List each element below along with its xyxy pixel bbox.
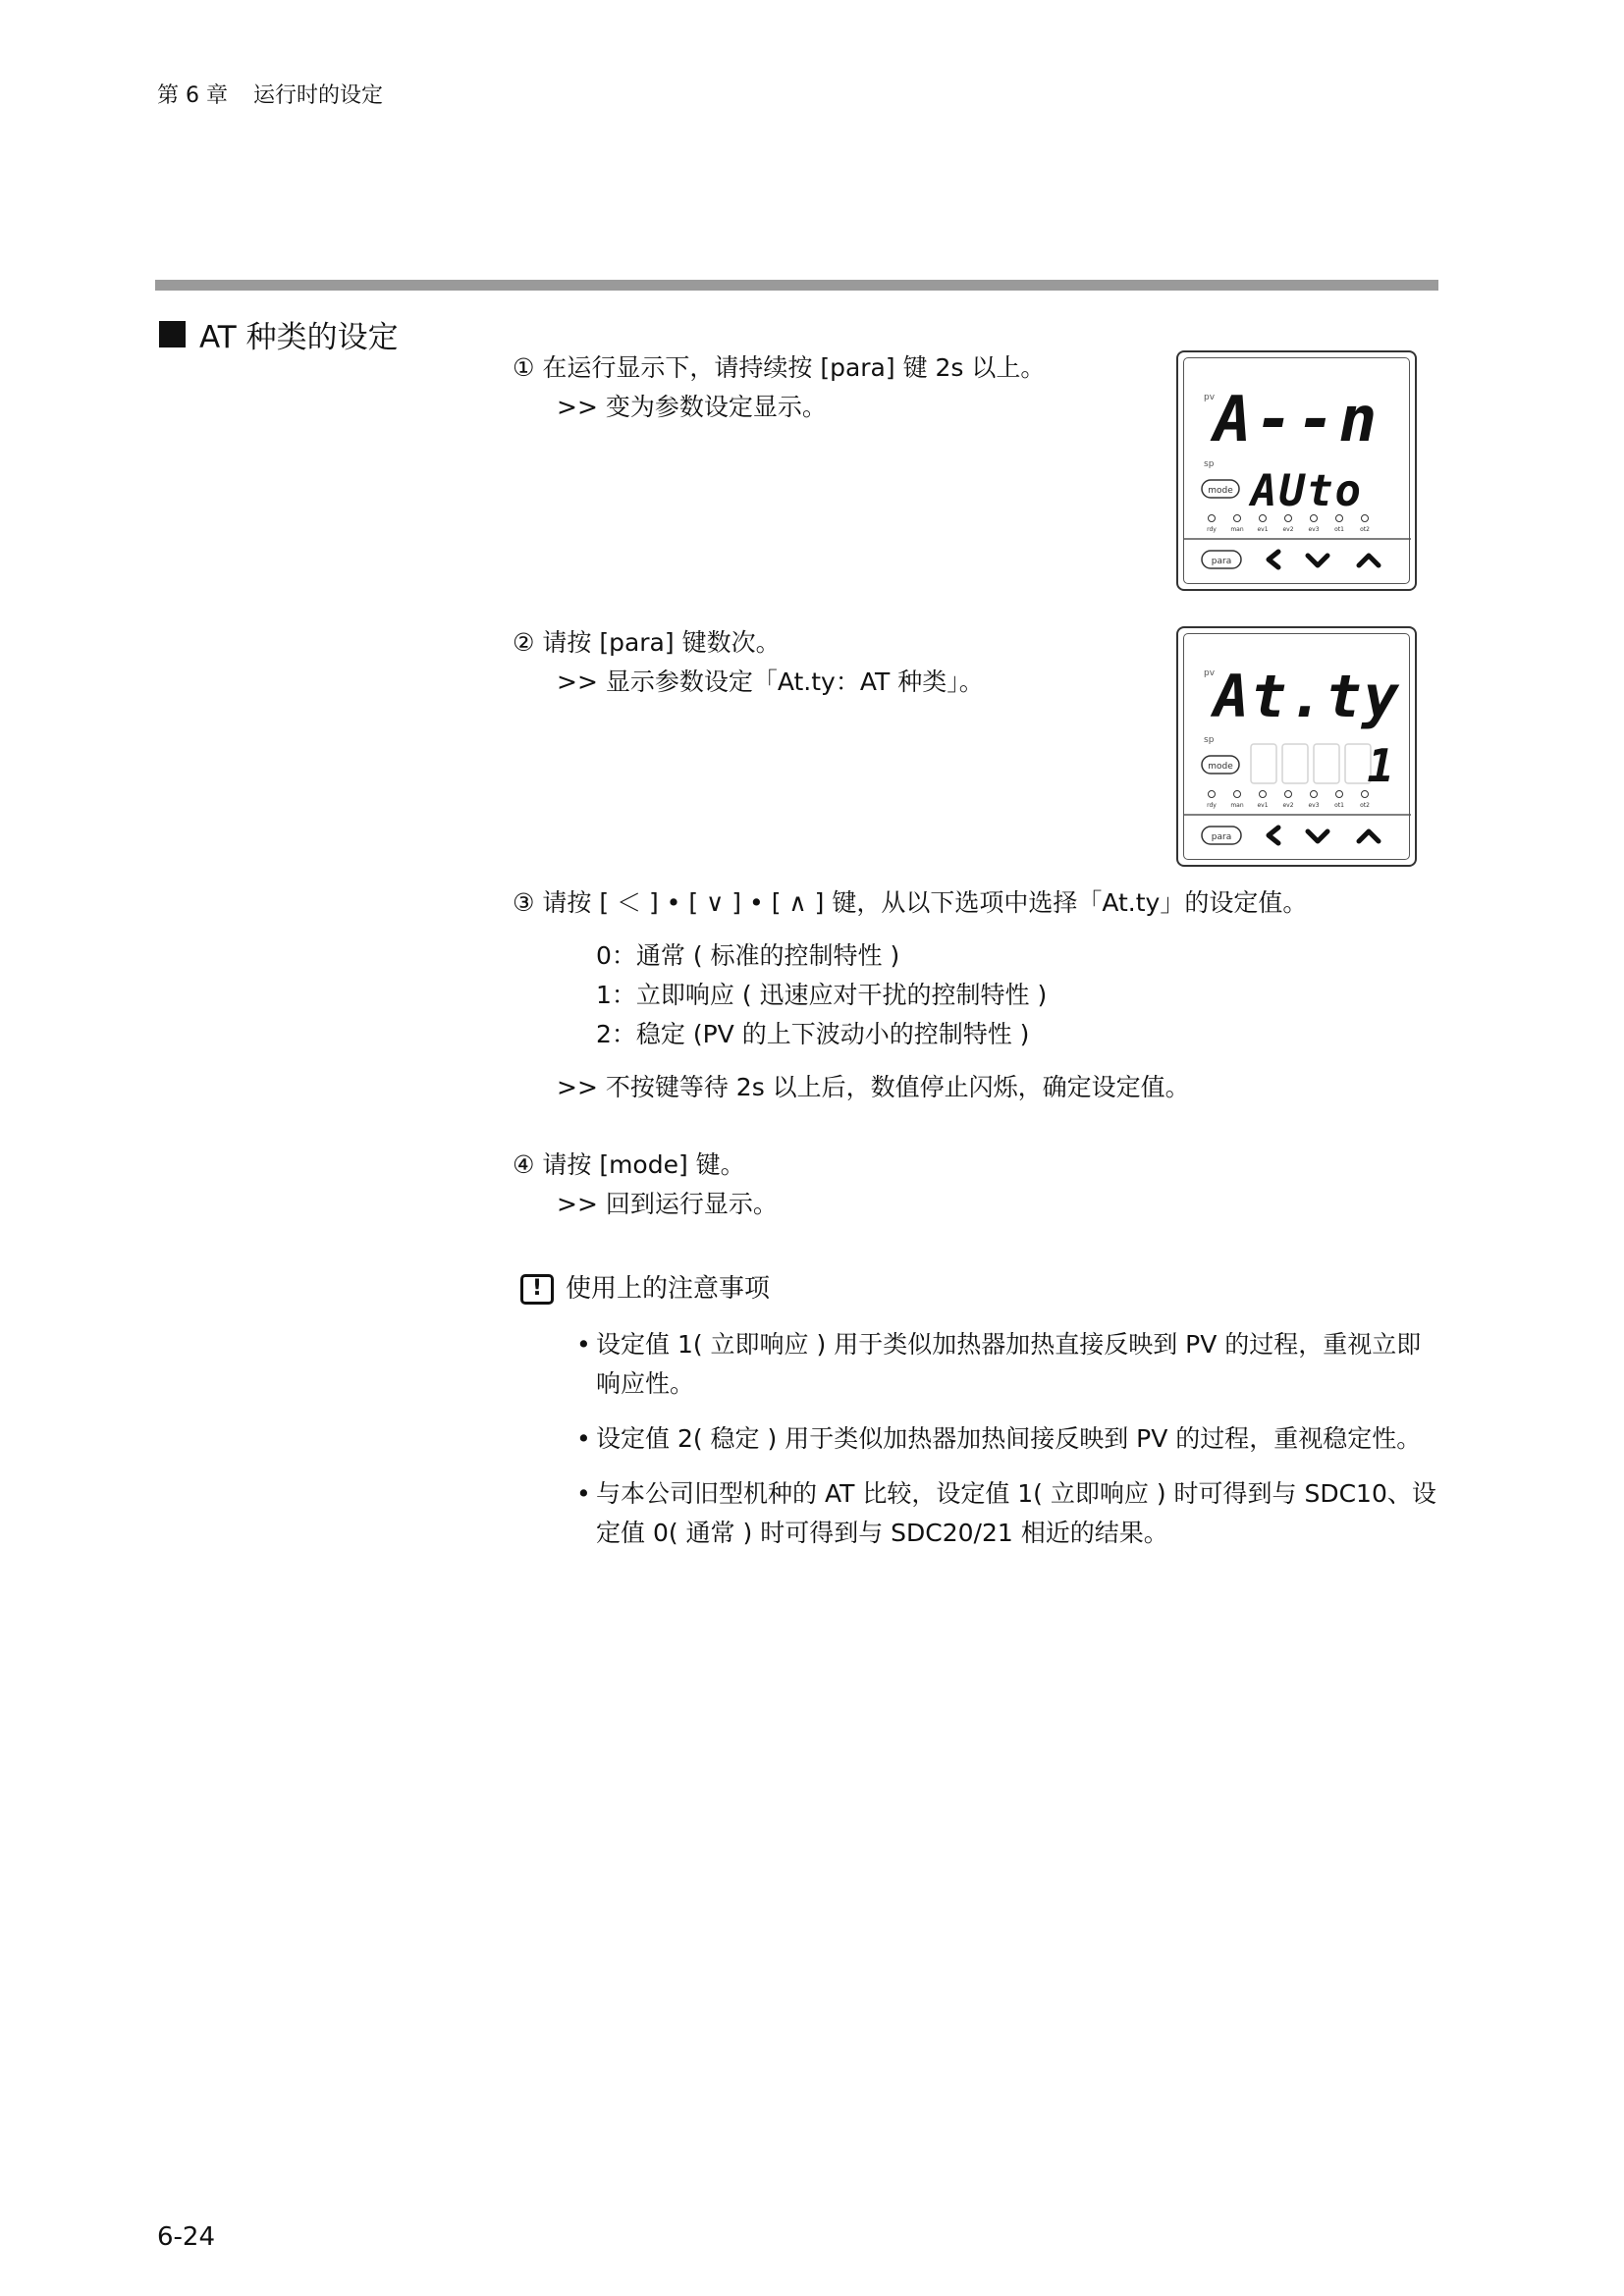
led-label: ev3 [1308,526,1320,533]
step-text: 在运行显示下，请持续按 [para] 键 2s 以上。 [542,353,1046,382]
step-result: >> 显示参数设定「At.ty：AT 种类」。 [557,667,984,696]
step-number: ③ [513,888,535,917]
device-panel [1184,358,1411,585]
step-text: 请按 [mode] 键。 [542,1150,745,1179]
device-bezel [1183,633,1410,860]
step-result: >> 不按键等待 2s 以上后，数值停止闪烁，确定设定值。 [557,1073,1190,1101]
chapter-title: 运行时的设定 [252,83,383,108]
step-result: >> 回到运行显示。 [557,1190,778,1218]
pv-label: pv [1204,668,1216,678]
device-bezel [1183,357,1410,584]
sp-label: sp [1204,459,1215,469]
note-title: 使用上的注意事项 [566,1274,771,1304]
square-bullet-icon [159,321,186,347]
step-4 [513,1146,778,1224]
down-arrow-icon[interactable] [1308,831,1327,841]
pv-readout: At.ty [1214,663,1401,731]
left-arrow-icon[interactable] [1269,552,1278,567]
sp-readout: AUto [1251,466,1363,516]
step-3 [513,883,1307,1107]
note-bullets [576,1325,1440,1569]
controller-display-1 [1176,350,1417,591]
led-label: ot2 [1360,526,1370,533]
step-number: ④ [513,1150,535,1179]
para-button-label: para [1211,832,1232,842]
down-arrow-icon[interactable] [1308,556,1327,565]
pv-label: pv [1204,393,1216,402]
led-label: ev1 [1257,526,1269,533]
sp-label: sp [1204,735,1215,745]
up-arrow-icon[interactable] [1359,556,1379,565]
section-title-text: AT 种类的设定 [199,320,399,355]
option-item: 0：通常 ( 标准的控制特性 ) [596,941,900,970]
section-rule [155,280,1438,291]
option-item: 1：立即响应 ( 迅速应对干扰的控制特性 ) [596,981,1048,1009]
page-number: 6-24 [157,2222,216,2252]
led-label: ot1 [1334,526,1344,533]
sp-readout: 1 [1367,739,1394,792]
step-2 [513,623,984,702]
led-label: rdy [1207,526,1217,533]
step-text: 请按 [ ＜ ] • [ ∨ ] • [ ∧ ] 键，从以下选项中选择「At.ty」的设定值。 [542,888,1308,917]
chapter-number: 第 6 章 [157,83,228,108]
unlit-digit-segments [1251,744,1371,783]
note-bullet: • 设定值 2( 稳定 ) 用于类似加热器加热间接反映到 PV 的过程，重视稳定性。 [576,1419,1440,1459]
status-leds [1209,791,1369,798]
para-button-label: para [1211,557,1232,566]
pv-readout: A--n [1214,384,1381,456]
controller-display-2 [1176,626,1417,867]
section-heading [159,312,399,356]
note-heading [520,1269,770,1308]
mode-button-label: mode [1208,486,1233,496]
led-label: man [1230,802,1244,809]
note-bullet: • 与本公司旧型机种的 AT 比较，设定值 1( 立即响应 ) 时可得到与 SDC10、设定值 0( 通常 ) 时可得到与 SDC20/21 相近的结果。 [576,1474,1440,1553]
led-label: ev2 [1282,526,1294,533]
exclamation-box-icon: ! [520,1274,554,1305]
led-label: ot1 [1334,802,1344,809]
up-arrow-icon[interactable] [1359,831,1379,841]
page-header [157,79,383,109]
led-label: rdy [1207,802,1217,809]
note-bullet: • 设定值 1( 立即响应 ) 用于类似加热器加热直接反映到 PV 的过程，重视立即响应性。 [576,1325,1440,1404]
step-text: 请按 [para] 键数次。 [542,628,781,657]
step-1 [513,348,1045,427]
left-arrow-icon[interactable] [1269,828,1278,843]
mode-button-label: mode [1208,762,1233,772]
step-result: >> 变为参数设定显示。 [557,393,827,421]
step-number: ② [513,628,535,657]
led-label: man [1230,526,1244,533]
led-label: ot2 [1360,802,1370,809]
led-label: ev2 [1282,802,1294,809]
step-number: ① [513,353,535,382]
option-item: 2：稳定 (PV 的上下波动小的控制特性 ) [596,1020,1030,1048]
led-label: ev3 [1308,802,1320,809]
led-label: ev1 [1257,802,1269,809]
device-panel [1184,634,1411,861]
